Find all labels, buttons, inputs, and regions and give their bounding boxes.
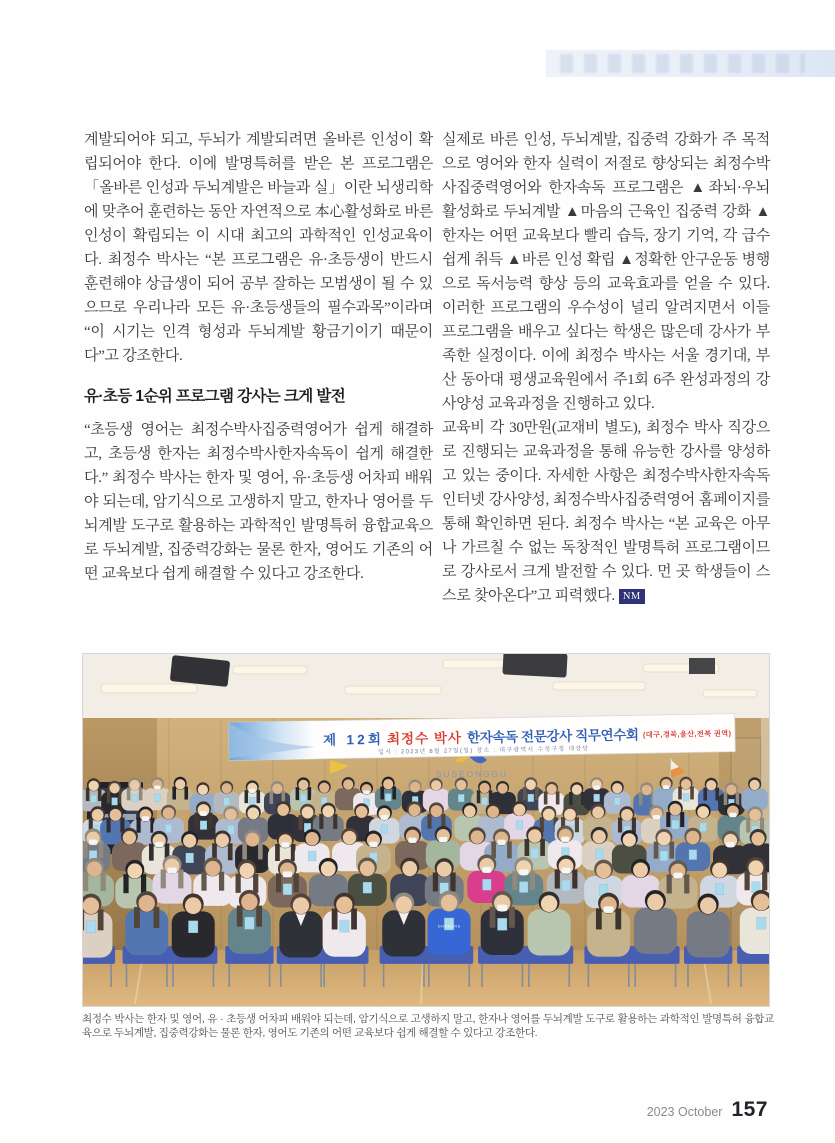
page-number: 157 [731,1098,768,1121]
page-footer [647,1098,768,1122]
left-column [84,128,433,586]
section-heading: 유·초등 1순위 프로그램 강사는 크게 발전 [84,388,346,405]
group-photo [82,653,770,1007]
nm-end-badge: NM [619,589,645,604]
right-paragraph-2: 교육비 각 30만원(교재비 별도), 최정수 박사 직강으로 진행되는 교육과정을 통해 유능한 강사를 양성하고 있는 중이다. 자세한 사항은 최정수박사한자속독 인터넷 강사양성, 최정수박사집중력영어 홈페이지를 통해 확인하면 된다. 최정수 박사는 “본 교육은 아무나 가르칠 수 없는 독창적인 발명특허 프로그램이므로 강사로서 크게 발전할 수 있다. 먼 곳 학생들이 스스로 찾아온다”고 피력했다. NM [442,420,770,604]
photo-tint-overlay [83,654,769,1006]
left-paragraph-2: “초등생 영어는 최정수박사집중력영어가 쉽게 해결하고, 초등생 한자는 최정수박사한자속독이 쉽게 해결한다.” 최정수 박사는 한자 및 영어, 유·초등생 어차피 배워야 되는데, 암기식으로 고생하지 말고, 한자나 영어를 두뇌계발 도구로 활용하는 과학적인 발명특허 융합교육으로 두뇌계발, 집중력강화는 물론 한자, 영어도 기존의 어떤 교육보다 쉽게 해결할 수 있다고 강조한다. [84,422,433,582]
left-paragraph-1: 계발되어야 되고, 두뇌가 계발되려면 올바른 인성이 확립되어야 한다. 이에 발명특허를 받은 본 프로그램은「올바른 인성과 두뇌계발은 바늘과 실」이란 뇌생리학에 맞추어 훈련하는 동안 자연적으로 本心활성화로 바른 인성이 확립되는 이 시대 최고의 과학적인 인성교육이다. 최정수 박사는 “본 프로그램은 유·초등생이 반드시 훈련해야 상급생이 되어 공부 잘하는 모범생이 될 수 있으므로 우리나라 모든 유·초등생들의 필수과목”이라며 “이 시기는 인격 형성과 두뇌계발 황금기이기 때문이다”고 강조한다. [84,132,433,364]
right-column [442,128,770,608]
photo-caption: 최정수 박사는 한자 및 영어, 유 · 초등생 어차피 배워야 되는데, 암기식으로 고생하지 말고, 한자나 영어를 두뇌계발 도구로 활용하는 과학적인 발명특허 융합교육으로 두뇌계발, 집중력강화는 물론 한자, 영어도 기존의 어떤 교육보다 쉽게 해결할 수 있다고 강조한다. [82,1013,774,1039]
right-paragraph-1: 실제로 바른 인성, 두뇌계발, 집중력 강화가 주 목적으로 영어와 한자 실력이 저절로 향상되는 최정수박사집중력영어와 한자속독 프로그램은 ▲좌뇌·우뇌 활성화로 두뇌계발 ▲마음의 근육인 집중력 강화 ▲한자는 어떤 교육보다 빨리 습득, 장기 기억, 각 급수 쉽게 취득 ▲바른 인성 확립 ▲정확한 안구운동 병행으로 독서능력 향상 등의 교육효과를 얻을 수 있다. 이러한 프로그램의 우수성이 널리 알려지면서 이들 프로그램을 배우고 싶다는 학생은 많은데 강사가 부족한 실정이다. 이에 최정수 박사는 서울 경기대, 부산 동아대 평생교육원에서 주1회 6주 완성과정의 강사양성 교육과정을 진행하고 있다. [442,132,770,412]
issue-label: 2023 October [646,1105,723,1119]
header-bleed-band [546,50,835,77]
